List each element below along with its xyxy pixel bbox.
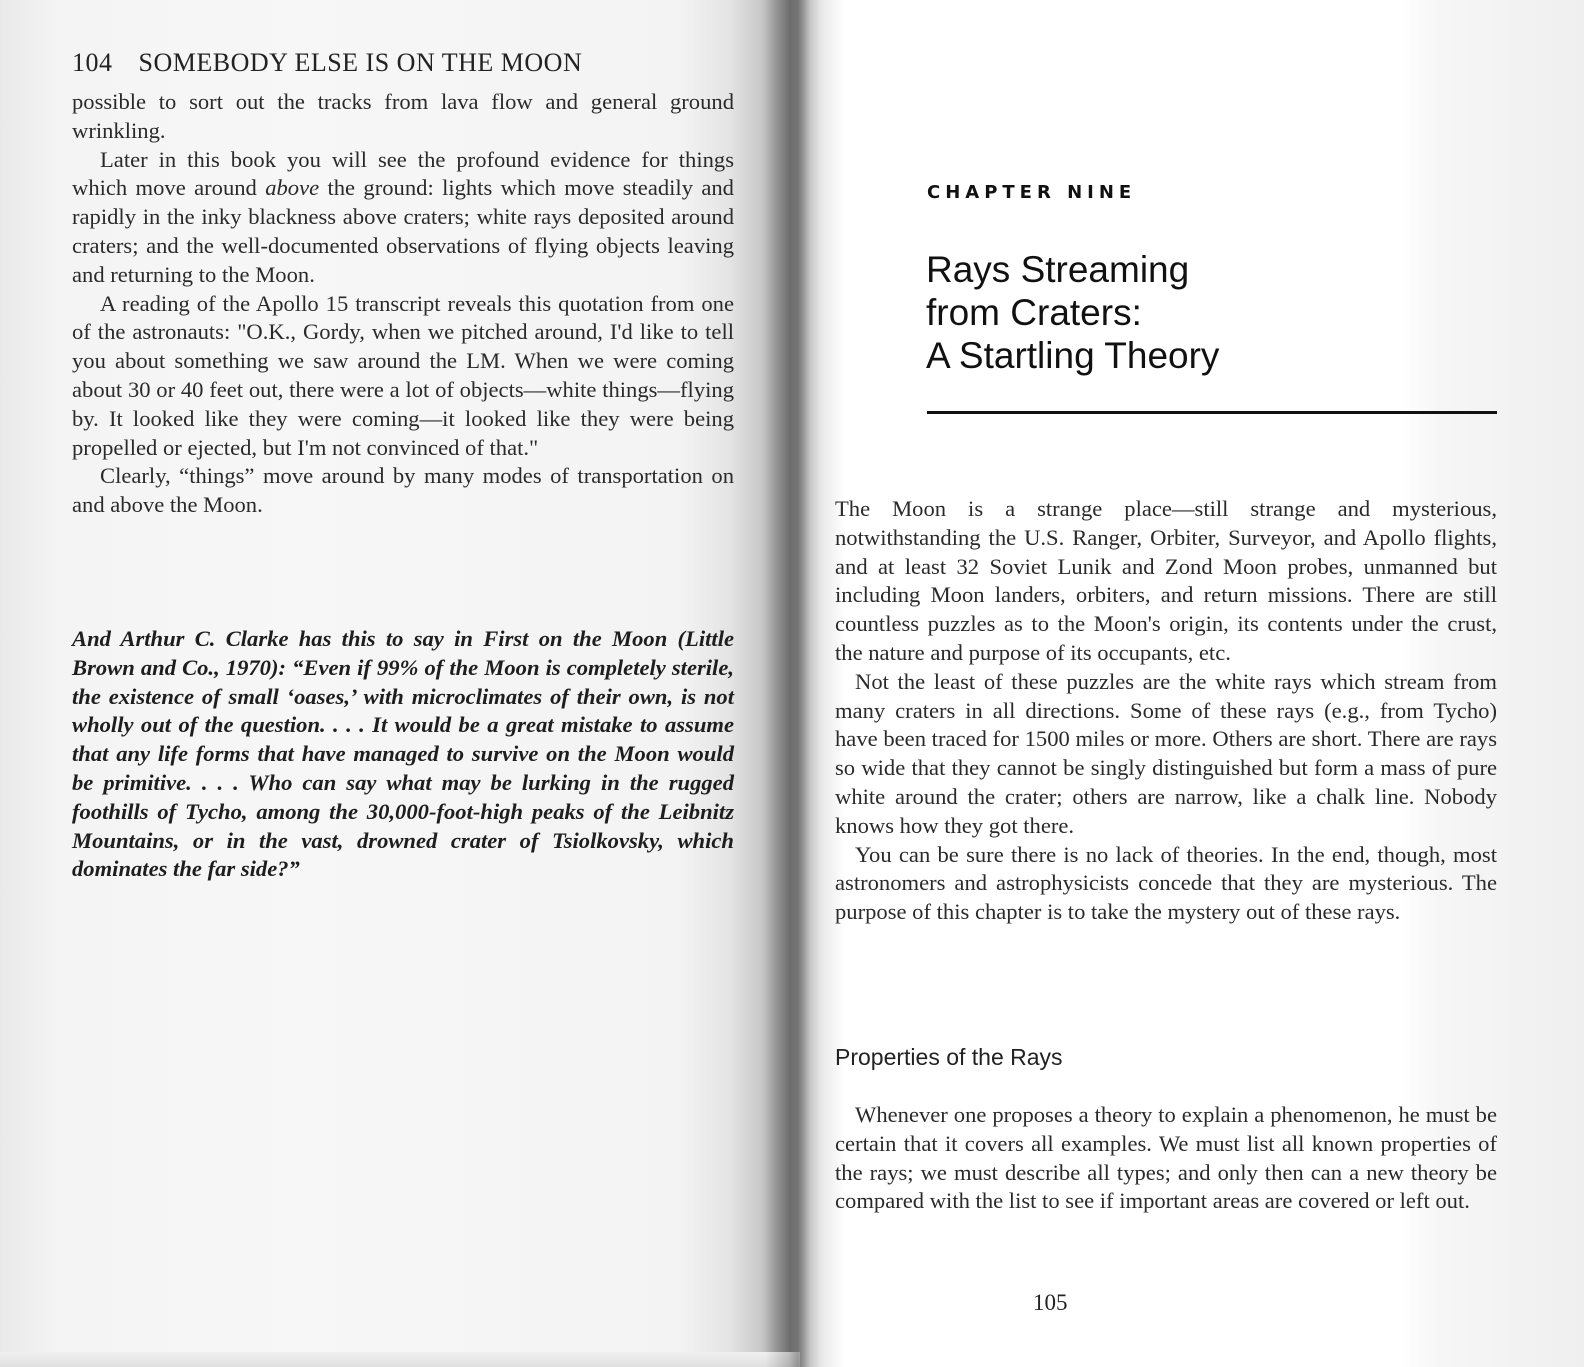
chapter-title [926,248,1446,377]
paragraph: possible to sort out the tracks from lava flow and general ground wrinkling. [72,89,734,143]
quote-text: And Arthur C. Clarke has this to say in First on the Moon (Little Brown and Co., 1970): “Even if 99% of the Moon is completely sterile, the existence of small ‘oases,’ with microclimates of their own, is not wholly out of the question. . . . It would be a great mistake to assume that any life forms that have managed to survive on the Moon would be primitive. . . . Who can say what may be lurking in the rugged foothills of Tycho, among the 30,000-foot-high peaks of the Leibnitz Mountains, or in the vast, drowned crater of Tsiolkovsky, which dominates the far side?” [72,626,734,882]
running-head-title: SOMEBODY ELSE IS ON THE MOON [138,48,583,77]
paragraph-text: the ground: lights which move steadily and rapidly in the inky blackness above craters; white rays deposited around craters; and the well-documented observations of flying objects leaving and returning to the Moon. [72,175,734,287]
chapter-label: CHAPTER NINE [927,182,1137,203]
right-page-number: 105 [1033,1290,1068,1315]
section-heading: Properties of the Rays [835,1044,1063,1070]
emphasis: above [265,175,320,201]
section-body-text [835,1101,1497,1216]
paragraph-text: Later in this book you will see the profound evidence for things which move around [72,146,734,201]
clarke-quote-block [72,625,734,884]
left-page-number: 104 [72,48,113,77]
paragraph: Whenever one proposes a theory to explain a phenomenon, he must be certain that it covers all examples. We must list all known properties of the rays; we must describe all types; and only then can a new theory be compared with the list to see if important areas are covered or left out. [835,1102,1497,1214]
left-body-text [72,88,734,520]
paragraph: The Moon is a strange place—still strange and mysterious, notwithstanding the U.S. Ranger, Orbiter, Surveyor, and Apollo flights, and at least 32 Soviet Lunik and Zond Moon probes, unmanned but including Moon landers, orbiters, and return missions. There are still countless puzzles as to the Moon's origin, its contents under the crust, the nature and purpose of its occupants, etc. [835,496,1497,665]
chapter-divider-rule [927,411,1497,414]
paragraph: Not the least of these puzzles are the white rays which stream from many craters in all directions. Some of these rays (e.g., from Tycho) have been traced for 1500 miles or more. Others are short. There are rays so wide that they cannot be singly distinguished but form a mass of pure white around the crater; others are narrow, like a chalk line. Nobody knows how they got there. [835,668,1497,838]
running-head [72,48,582,78]
right-body-text [835,495,1497,927]
page-bottom-edge [0,1352,800,1367]
paragraph [72,146,734,290]
chapter-title-line: Rays Streaming [926,249,1190,290]
paragraph: You can be sure there is no lack of theories. In the end, though, most astronomers and astrophysicists concede that they are mysterious. The purpose of this chapter is to take the mystery out of these rays. [835,841,1497,925]
paragraph: Clearly, “things” move around by many modes of transportation on and above the Moon. [72,463,734,518]
paragraph: A reading of the Apollo 15 transcript reveals this quotation from one of the astronauts: "O.K., Gordy, when we pitched around, I'd like to tell you about something we saw around the LM. When we were coming about 30 or 40 feet out, there were a lot of objects—white things—flying by. It looked like they were coming—it looked like they were being propelled or ejected, but I'm not convinced of that." [72,290,734,460]
chapter-title-line: from Craters: [926,292,1142,333]
chapter-title-line: A Startling Theory [926,335,1220,376]
